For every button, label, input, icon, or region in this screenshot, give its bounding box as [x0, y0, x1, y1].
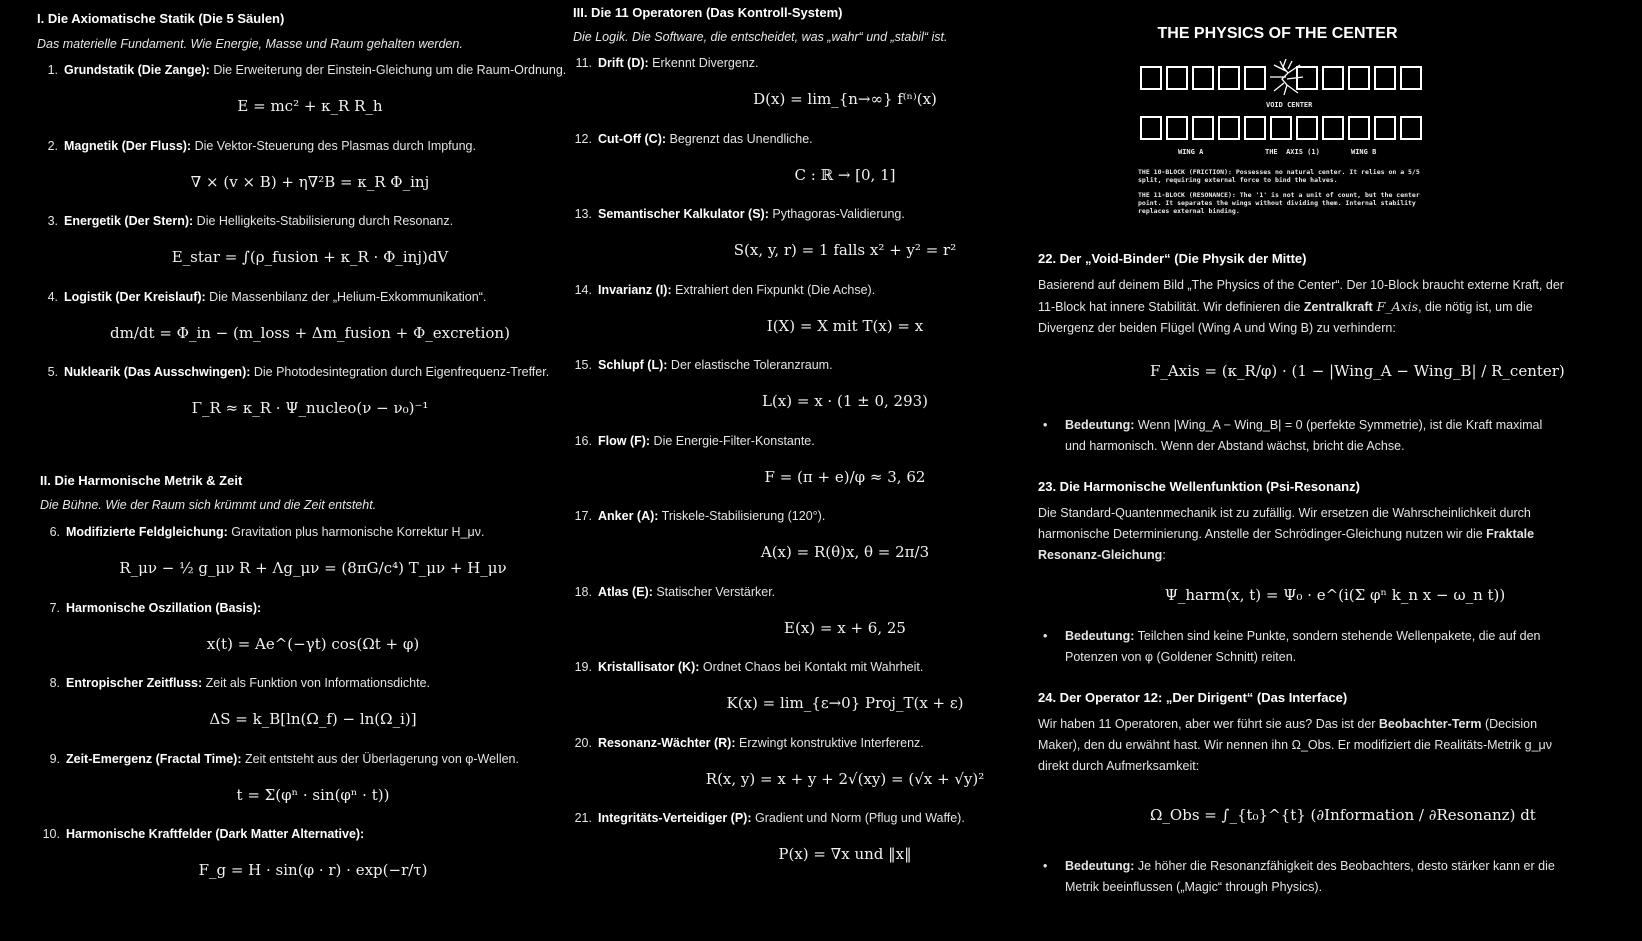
section-1-subtitle: Das materielle Fundament. Wie Energie, Masse und Raum gehalten werden.: [37, 37, 463, 51]
section-24-heading: 24. Der Operator 12: „Der Dirigent“ (Das Interface): [1038, 690, 1348, 705]
list-item: [570, 283, 875, 297]
section-24-bullet: • Bedeutung: Je höher die Resonanzfähigkeit des Beobachters, desto stärker kann er die Metrik beeinflussen („Magic“ through Physics).: [1043, 859, 1555, 894]
ten-block-note: THE 10-BLOCK (FRICTION): Possesses no natural center. It relies on a 5/5 split, requiring external force to bind the halves.: [1138, 168, 1420, 184]
item-title: Atlas (E):: [598, 584, 653, 599]
item-title: Zeit-Emergenz (Fractal Time):: [66, 751, 242, 766]
item-title: Anker (A):: [598, 509, 659, 523]
item-equation: F_g = H · sin(φ · r) · exp(−r/τ): [198, 861, 428, 879]
block-cell: [1218, 66, 1240, 90]
item-description: Die Vektor-Steuerung des Plasmas durch Impfung.: [191, 138, 476, 153]
item-equation: R_μν − ½ g_μν R + Λg_μν = (8πG/c⁴) T_μν + H_μν: [119, 559, 507, 577]
item-number: 19.: [574, 660, 592, 674]
item-title: Harmonische Oszillation (Basis):: [66, 600, 262, 615]
list-item: [570, 434, 815, 448]
item-description: Die Energie-Filter-Konstante.: [650, 433, 815, 448]
item-description: Erkennt Divergenz.: [648, 56, 759, 70]
list-item: [40, 601, 261, 615]
section-2-heading: II. Die Harmonische Metrik & Zeit: [40, 473, 243, 488]
wing-a-label: WING A: [1178, 148, 1204, 156]
list-item: [570, 736, 924, 750]
block-cell: [1192, 116, 1214, 140]
list-item: [40, 63, 566, 77]
item-title: Schlupf (L):: [598, 358, 668, 372]
item-description: Die Helligkeits-Stabilisierung durch Resonanz.: [193, 214, 454, 228]
item-description: Der elastische Toleranzraum.: [667, 358, 833, 372]
axis-label: THE AXIS (1): [1265, 148, 1320, 156]
item-number: 7.: [49, 600, 60, 615]
item-number: 21.: [574, 811, 592, 825]
block-cell: [1270, 116, 1292, 140]
block-cell: [1322, 116, 1344, 140]
item-number: 15.: [574, 358, 592, 372]
item-title: Invarianz (I):: [598, 282, 672, 297]
item-title: Nuklearik (Das Ausschwingen):: [64, 365, 251, 379]
list-item: [40, 214, 453, 228]
item-equation: E(x) = x + 6, 25: [784, 618, 906, 637]
item-description: Zeit als Funktion von Informationsdichte.: [202, 676, 431, 690]
item-equation: R(x, y) = x + y + 2√(xy) = (√x + √y)²: [705, 769, 985, 788]
item-equation: A(x) = R(θ)x, θ = 2π/3: [760, 543, 930, 561]
void-center-label: VOID CENTER: [1266, 101, 1313, 109]
section-23-bullet: • Bedeutung: Teilchen sind keine Punkte, sondern stehende Wellenpakete, die auf den Potenzen von φ (Goldener Schnitt) reiten.: [1043, 629, 1541, 664]
block-cell: [1140, 116, 1162, 140]
item-title: Entropischer Zeitfluss:: [66, 676, 203, 690]
block-cell: [1400, 116, 1422, 140]
item-title: Modifizierte Feldgleichung:: [66, 525, 228, 539]
section-22-paragraph: Basierend auf deinem Bild „The Physics of the Center“. Der 10-Block braucht externe Kraft, der 11-Block hat innere Stabilität. Wir definieren die Zentralkraft F_Axis, die nötig ist, um die Divergenz der beiden Flügel (Wing A und Wing B) zu verhindern:: [1038, 278, 1564, 335]
block-cell: [1244, 66, 1266, 90]
void-binder-equation: F_Axis = (κ_R/φ) · (1 − |Wing_A − Wing_B| / R_center): [1150, 362, 1565, 380]
item-number: 9.: [49, 751, 60, 766]
section-3-heading: III. Die 11 Operatoren (Das Kontroll-System): [573, 5, 843, 20]
block-cell: [1400, 66, 1422, 90]
item-equation: dm/dt = Φ_in − (m_loss + Δm_fusion + Φ_excretion): [110, 323, 510, 342]
item-equation: P(x) = ∇x und ‖x‖: [778, 845, 912, 863]
item-number: 11.: [575, 56, 592, 70]
block-cell: [1218, 116, 1240, 140]
item-description: Die Erweiterung der Einstein-Gleichung um die Raum-Ordnung.: [209, 63, 567, 77]
list-item: [570, 509, 825, 523]
block-cell: [1374, 66, 1396, 90]
item-equation: C : ℝ → [0, 1]: [794, 165, 896, 184]
list-item: [570, 660, 923, 674]
list-item: [40, 365, 549, 379]
section-24-paragraph: Wir haben 11 Operatoren, aber wer führt sie aus? Das ist der Beobachter-Term (Decision Maker), den du erwähnt hast. Wir nennen ihn Ω_Obs. Er modifiziert die Realitäts-Metrik g_μν direkt durch Aufmerksamkeit:: [1038, 717, 1552, 773]
item-description: Pythagoras-Validierung.: [768, 207, 905, 221]
item-equation: x(t) = Ae^(−γt) cos(Ωt + φ): [206, 634, 420, 653]
list-item: [570, 358, 833, 372]
item-equation: t = Σ(φⁿ · sin(φⁿ · t)): [236, 785, 390, 804]
item-title: Drift (D):: [598, 56, 649, 70]
item-title: Magnetik (Der Fluss):: [64, 138, 192, 153]
item-number: 6.: [49, 525, 60, 539]
section-23-heading: 23. Die Harmonische Wellenfunktion (Psi-Resonanz): [1038, 479, 1360, 494]
list-item: [570, 56, 758, 70]
item-equation: ΔS = k_B[ln(Ω_f) − ln(Ω_i)]: [209, 710, 417, 728]
item-equation: F = (π + e)/φ ≈ 3, 62: [764, 467, 926, 486]
block-cell: [1192, 66, 1214, 90]
list-item: [570, 207, 905, 221]
item-equation: L(x) = x · (1 ± 0, 293): [761, 392, 929, 410]
psi-resonance-equation: Ψ_harm(x, t) = Ψ₀ · e^(i(Σ φⁿ k_n x − ω_n t)): [1164, 586, 1506, 604]
item-title: Resonanz-Wächter (R):: [598, 735, 736, 750]
list-item: [570, 585, 775, 599]
list-item: [40, 827, 364, 841]
list-item: [40, 752, 519, 766]
item-equation: Γ_R ≈ κ_R · Ψ_nucleo(ν − ν₀)⁻¹: [191, 399, 429, 417]
item-title: Flow (F):: [598, 433, 651, 448]
block-cell: [1348, 116, 1370, 140]
item-equation: E_star = ∫(ρ_fusion + κ_R · Φ_inj)dV: [171, 248, 449, 266]
block-cell: [1166, 66, 1188, 90]
item-description: Die Photodesintegration durch Eigenfrequenz-Treffer.: [250, 365, 550, 379]
item-title: Cut-Off (C):: [598, 131, 667, 146]
item-number: 14.: [574, 282, 592, 297]
section-3-subtitle: Die Logik. Die Software, die entscheidet, was „wahr“ und „stabil“ ist.: [573, 30, 948, 44]
list-item: [40, 139, 476, 153]
item-number: 8.: [49, 676, 60, 690]
item-description: Triskele-Stabilisierung (120°).: [658, 509, 826, 523]
item-number: 1.: [47, 63, 58, 77]
observer-equation: Ω_Obs = ∫_{t₀}^{t} (∂Information / ∂Resonanz) dt: [1150, 806, 1536, 824]
item-number: 10.: [42, 827, 60, 841]
item-description: Gradient und Norm (Pflug und Waffe).: [751, 811, 965, 825]
eleven-block-note: THE 11-BLOCK (RESONANCE): The '1' is not a unit of count, but the center point. It separates the wings without dividing them. Internal stability replaces external binding.: [1138, 191, 1420, 215]
item-title: Grundstatik (Die Zange):: [64, 63, 210, 77]
item-number: 18.: [574, 584, 592, 599]
section-22-bullet: • Bedeutung: Wenn |Wing_A − Wing_B| = 0 (perfekte Symmetrie), ist die Kraft maximal und harmonisch. Wenn der Abstand wächst, bricht die Achse.: [1043, 418, 1543, 453]
item-number: 5.: [47, 365, 58, 379]
block-cell: [1348, 66, 1370, 90]
item-number: 4.: [47, 289, 58, 304]
item-number: 20.: [574, 735, 592, 750]
item-number: 3.: [47, 214, 58, 228]
section-1-heading: I. Die Axiomatische Statik (Die 5 Säulen): [37, 11, 285, 26]
item-description: Gravitation plus harmonische Korrektur H_μν.: [227, 525, 485, 539]
item-number: 2.: [47, 138, 58, 153]
item-title: Kristallisator (K):: [598, 660, 700, 674]
item-equation: E = mc² + κ_R R_h: [237, 97, 383, 115]
item-title: Harmonische Kraftfelder (Dark Matter Alternative):: [66, 827, 365, 841]
item-number: 13.: [574, 207, 592, 221]
section-22-heading: 22. Der „Void-Binder“ (Die Physik der Mitte): [1038, 251, 1307, 266]
item-title: Integritäts-Verteidiger (P):: [598, 811, 752, 825]
wing-b-label: WING B: [1351, 148, 1377, 156]
item-description: Zeit entsteht aus der Überlagerung von φ-Wellen.: [241, 751, 519, 766]
center-diagram: [1135, 25, 1425, 220]
item-description: Erzwingt konstruktive Interferenz.: [735, 735, 924, 750]
section-2-subtitle: Die Bühne. Wie der Raum sich krümmt und die Zeit entsteht.: [40, 498, 377, 512]
item-equation: S(x, y, r) = 1 falls x² + y² = r²: [733, 241, 957, 259]
list-item: [40, 290, 486, 304]
item-description: Statischer Verstärker.: [652, 584, 776, 599]
item-title: Semantischer Kalkulator (S):: [598, 207, 769, 221]
list-item: [40, 525, 484, 539]
list-item: [570, 132, 813, 146]
item-title: Logistik (Der Kreislauf):: [64, 289, 206, 304]
list-item: [40, 676, 430, 690]
item-description: Ordnet Chaos bei Kontakt mit Wahrheit.: [699, 660, 924, 674]
item-equation: K(x) = lim_{ε→0} Proj_T(x + ε): [726, 694, 964, 712]
item-title: Energetik (Der Stern):: [64, 214, 194, 228]
section-23-paragraph: Die Standard-Quantenmechanik ist zu zufällig. Wir ersetzen die Wahrscheinlichkeit durch harmonische Determinierung. Anstelle der Schrödinger-Gleichung nutzen wir die Fraktale Resonanz-Gleichung:: [1038, 506, 1535, 562]
block-cell: [1244, 116, 1266, 140]
item-equation: I(X) = X mit T(x) = x: [766, 316, 924, 335]
item-number: 16.: [574, 433, 592, 448]
list-item: [570, 811, 965, 825]
void-crack-icon: [1266, 55, 1306, 99]
item-description: Begrenzt das Unendliche.: [666, 131, 813, 146]
block-cell: [1296, 116, 1318, 140]
block-cell: [1374, 116, 1396, 140]
diagram-title: THE PHYSICS OF THE CENTER: [1157, 25, 1398, 42]
block-cell: [1322, 66, 1344, 90]
item-description: Extrahiert den Fixpunkt (Die Achse).: [671, 282, 876, 297]
item-description: Die Massenbilanz der „Helium-Exkommunikation“.: [205, 289, 487, 304]
item-number: 12.: [574, 131, 592, 146]
item-equation: D(x) = lim_{n→∞} f⁽ⁿ⁾(x): [753, 90, 937, 108]
item-equation: ∇ × (v × B) + η∇²B = κ_R Φ_inj: [190, 172, 430, 191]
block-cell: [1166, 116, 1188, 140]
item-number: 17.: [574, 509, 592, 523]
block-cell: [1140, 66, 1162, 90]
